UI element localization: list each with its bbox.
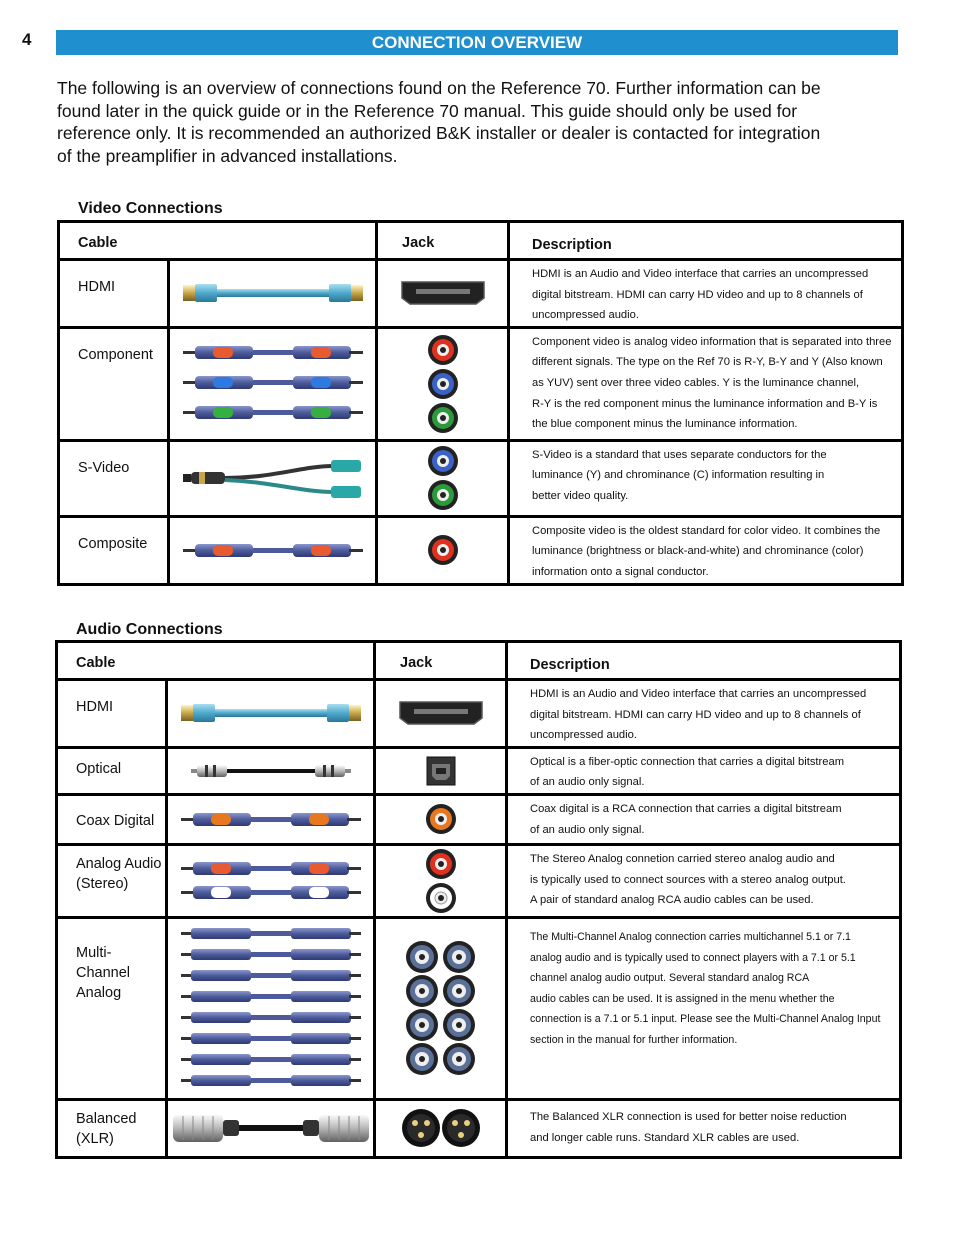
description-line: Optical is a fiber-optic connection that carries a digital bitstream	[530, 755, 845, 768]
s-video-cable-icon	[169, 440, 377, 516]
description-line: as YUV) sent over three video cables. Y is the luminance channel,	[532, 376, 860, 389]
description-line: different signals. The type on the Ref 70 is R-Y, B-Y and Y (Also known	[532, 356, 883, 369]
table-row	[59, 327, 903, 440]
rca-jack-icon	[377, 440, 509, 516]
description-line: HDMI is an Audio and Video interface that carries an uncompressed	[532, 268, 869, 280]
cable-name-line: Multi-	[76, 944, 112, 961]
intro-line: The following is an overview of connections found on the Reference 70. Further information can be	[57, 78, 821, 98]
description-line: Component video is analog video information that is separated into three	[532, 335, 892, 348]
table-row	[59, 516, 903, 584]
description-line: information onto a signal conductor.	[532, 565, 709, 578]
video-connections-table	[57, 220, 904, 586]
table-header-row	[57, 642, 901, 680]
intro-line: reference only. It is recommended an authorized B&K installer or dealer is contacted for integration	[57, 123, 821, 143]
description-line: audio cables can be used. It is assigned in the menu whether the	[530, 992, 835, 1005]
intro-line: found later in the quick guide or in the Reference 70 manual. This guide should only be used for	[57, 100, 798, 121]
header-cable: Cable	[57, 642, 375, 680]
description-line: analog audio and is typically used to connect players with a 7.1 or 5.1	[530, 951, 856, 964]
cable-name: HDMI	[59, 260, 169, 328]
audio-connections-table	[55, 640, 902, 1159]
xlr-jack-icon	[375, 1099, 507, 1157]
description-line: section in the manual for further information.	[530, 1033, 738, 1046]
cable-name: S-Video	[59, 440, 169, 516]
description-line: luminance (brightness or black-and-white) and chrominance (color)	[532, 545, 864, 558]
cable-name: Optical	[57, 747, 167, 794]
composite-cable-icon	[169, 516, 377, 584]
description-line: Composite video is the oldest standard for color video. It combines the	[532, 524, 881, 537]
table-row	[57, 794, 901, 844]
description-line: the blue component minus the luminance information.	[532, 418, 798, 431]
component-cable-icon	[169, 327, 377, 440]
description-line: digital bitstream. HDMI can carry HD video and up to 8 channels of	[532, 288, 863, 301]
optical-jack-icon	[375, 747, 507, 794]
description-cell	[507, 747, 901, 794]
cable-name-line: Analog Audio	[76, 855, 162, 872]
header-jack: Jack	[375, 642, 507, 680]
description-cell	[507, 917, 901, 1099]
rca-jack-icon	[375, 794, 507, 844]
description-line: and longer cable runs. Standard XLR cables are used.	[530, 1131, 800, 1144]
cable-name: Component	[59, 327, 169, 440]
description-cell	[509, 327, 903, 440]
video-section-title: Video Connections	[78, 200, 223, 217]
description-line: The Balanced XLR connection is used for better noise reduction	[530, 1110, 847, 1123]
audio-section-title: Audio Connections	[76, 621, 223, 638]
hdmi-cable-icon	[169, 260, 377, 328]
table-row	[57, 844, 901, 917]
xlr-cable-icon	[167, 1099, 375, 1157]
table-row	[57, 917, 901, 1099]
table-row	[57, 747, 901, 794]
description-cell	[507, 844, 901, 917]
description-cell	[507, 1099, 901, 1157]
description-line: The Multi-Channel Analog connection carries multichannel 5.1 or 7.1	[530, 930, 851, 943]
header-cable: Cable	[59, 222, 377, 260]
cable-name: Composite	[59, 516, 169, 584]
rca-jack-icon	[375, 917, 507, 1099]
description-cell	[509, 260, 903, 328]
description-line: uncompressed audio.	[530, 729, 637, 742]
cable-name	[57, 844, 167, 917]
header-jack: Jack	[377, 222, 509, 260]
stereo-cable-icon	[167, 844, 375, 917]
cable-name: HDMI	[57, 680, 167, 748]
description-line: connection is a 7.1 or 5.1 input. Please see the Multi-Channel Analog Input	[530, 1013, 881, 1026]
description-cell	[507, 680, 901, 748]
hdmi-cable-icon	[167, 680, 375, 748]
description-line: digital bitstream. HDMI can carry HD video and up to 8 channels of	[530, 708, 861, 721]
cable-name-line: Balanced	[76, 1110, 137, 1127]
description-line: R-Y is the red component minus the luminance information and B-Y is	[532, 397, 878, 410]
intro-paragraph	[57, 77, 907, 167]
description-cell	[509, 440, 903, 516]
hdmi-jack-icon	[375, 680, 507, 748]
description-line: is typically used to connect sources with a stereo analog output.	[530, 873, 846, 886]
cable-name-line: Analog	[76, 984, 122, 1001]
page-number: 4	[22, 30, 32, 49]
cable-name-line: (Stereo)	[76, 875, 129, 892]
table-row	[59, 440, 903, 516]
header-description: Description	[507, 642, 901, 680]
cable-name-line: (XLR)	[76, 1130, 114, 1147]
description-cell	[507, 794, 901, 844]
description-line: of an audio only signal.	[530, 776, 645, 789]
rca-jack-icon	[377, 516, 509, 584]
section-banner: CONNECTION OVERVIEW	[56, 30, 898, 55]
rca-jack-icon	[375, 844, 507, 917]
multichannel-cable-icon	[167, 917, 375, 1099]
hdmi-jack-icon	[377, 260, 509, 328]
description-line: of an audio only signal.	[530, 823, 645, 836]
description-line: A pair of standard analog RCA audio cables can be used.	[530, 894, 814, 907]
cable-name: Coax Digital	[57, 794, 167, 844]
description-line: uncompressed audio.	[532, 309, 639, 322]
description-line: The Stereo Analog connetion carried stereo analog audio and	[530, 852, 835, 865]
description-line: Coax digital is a RCA connection that carries a digital bitstream	[530, 802, 842, 815]
description-line: channel analog audio output. Several standard analog RCA	[530, 972, 810, 985]
table-row	[59, 260, 903, 328]
cable-name	[57, 917, 167, 1099]
table-row	[57, 680, 901, 748]
cable-name	[57, 1099, 167, 1157]
description-line: luminance (Y) and chrominance (C) information resulting in	[532, 469, 825, 482]
rca-jack-icon	[377, 327, 509, 440]
description-line: better video quality.	[532, 489, 629, 502]
table-header-row	[59, 222, 903, 260]
description-cell	[509, 516, 903, 584]
description-line: S-Video is a standard that uses separate conductors for the	[532, 448, 827, 461]
coax-cable-icon	[167, 794, 375, 844]
header-description: Description	[509, 222, 903, 260]
table-row	[57, 1099, 901, 1157]
cable-name-line: Channel	[76, 964, 131, 981]
description-line: HDMI is an Audio and Video interface that carries an uncompressed	[530, 688, 867, 700]
optical-cable-icon	[167, 747, 375, 794]
intro-line: of the preamplifier in advanced installations.	[57, 145, 398, 166]
